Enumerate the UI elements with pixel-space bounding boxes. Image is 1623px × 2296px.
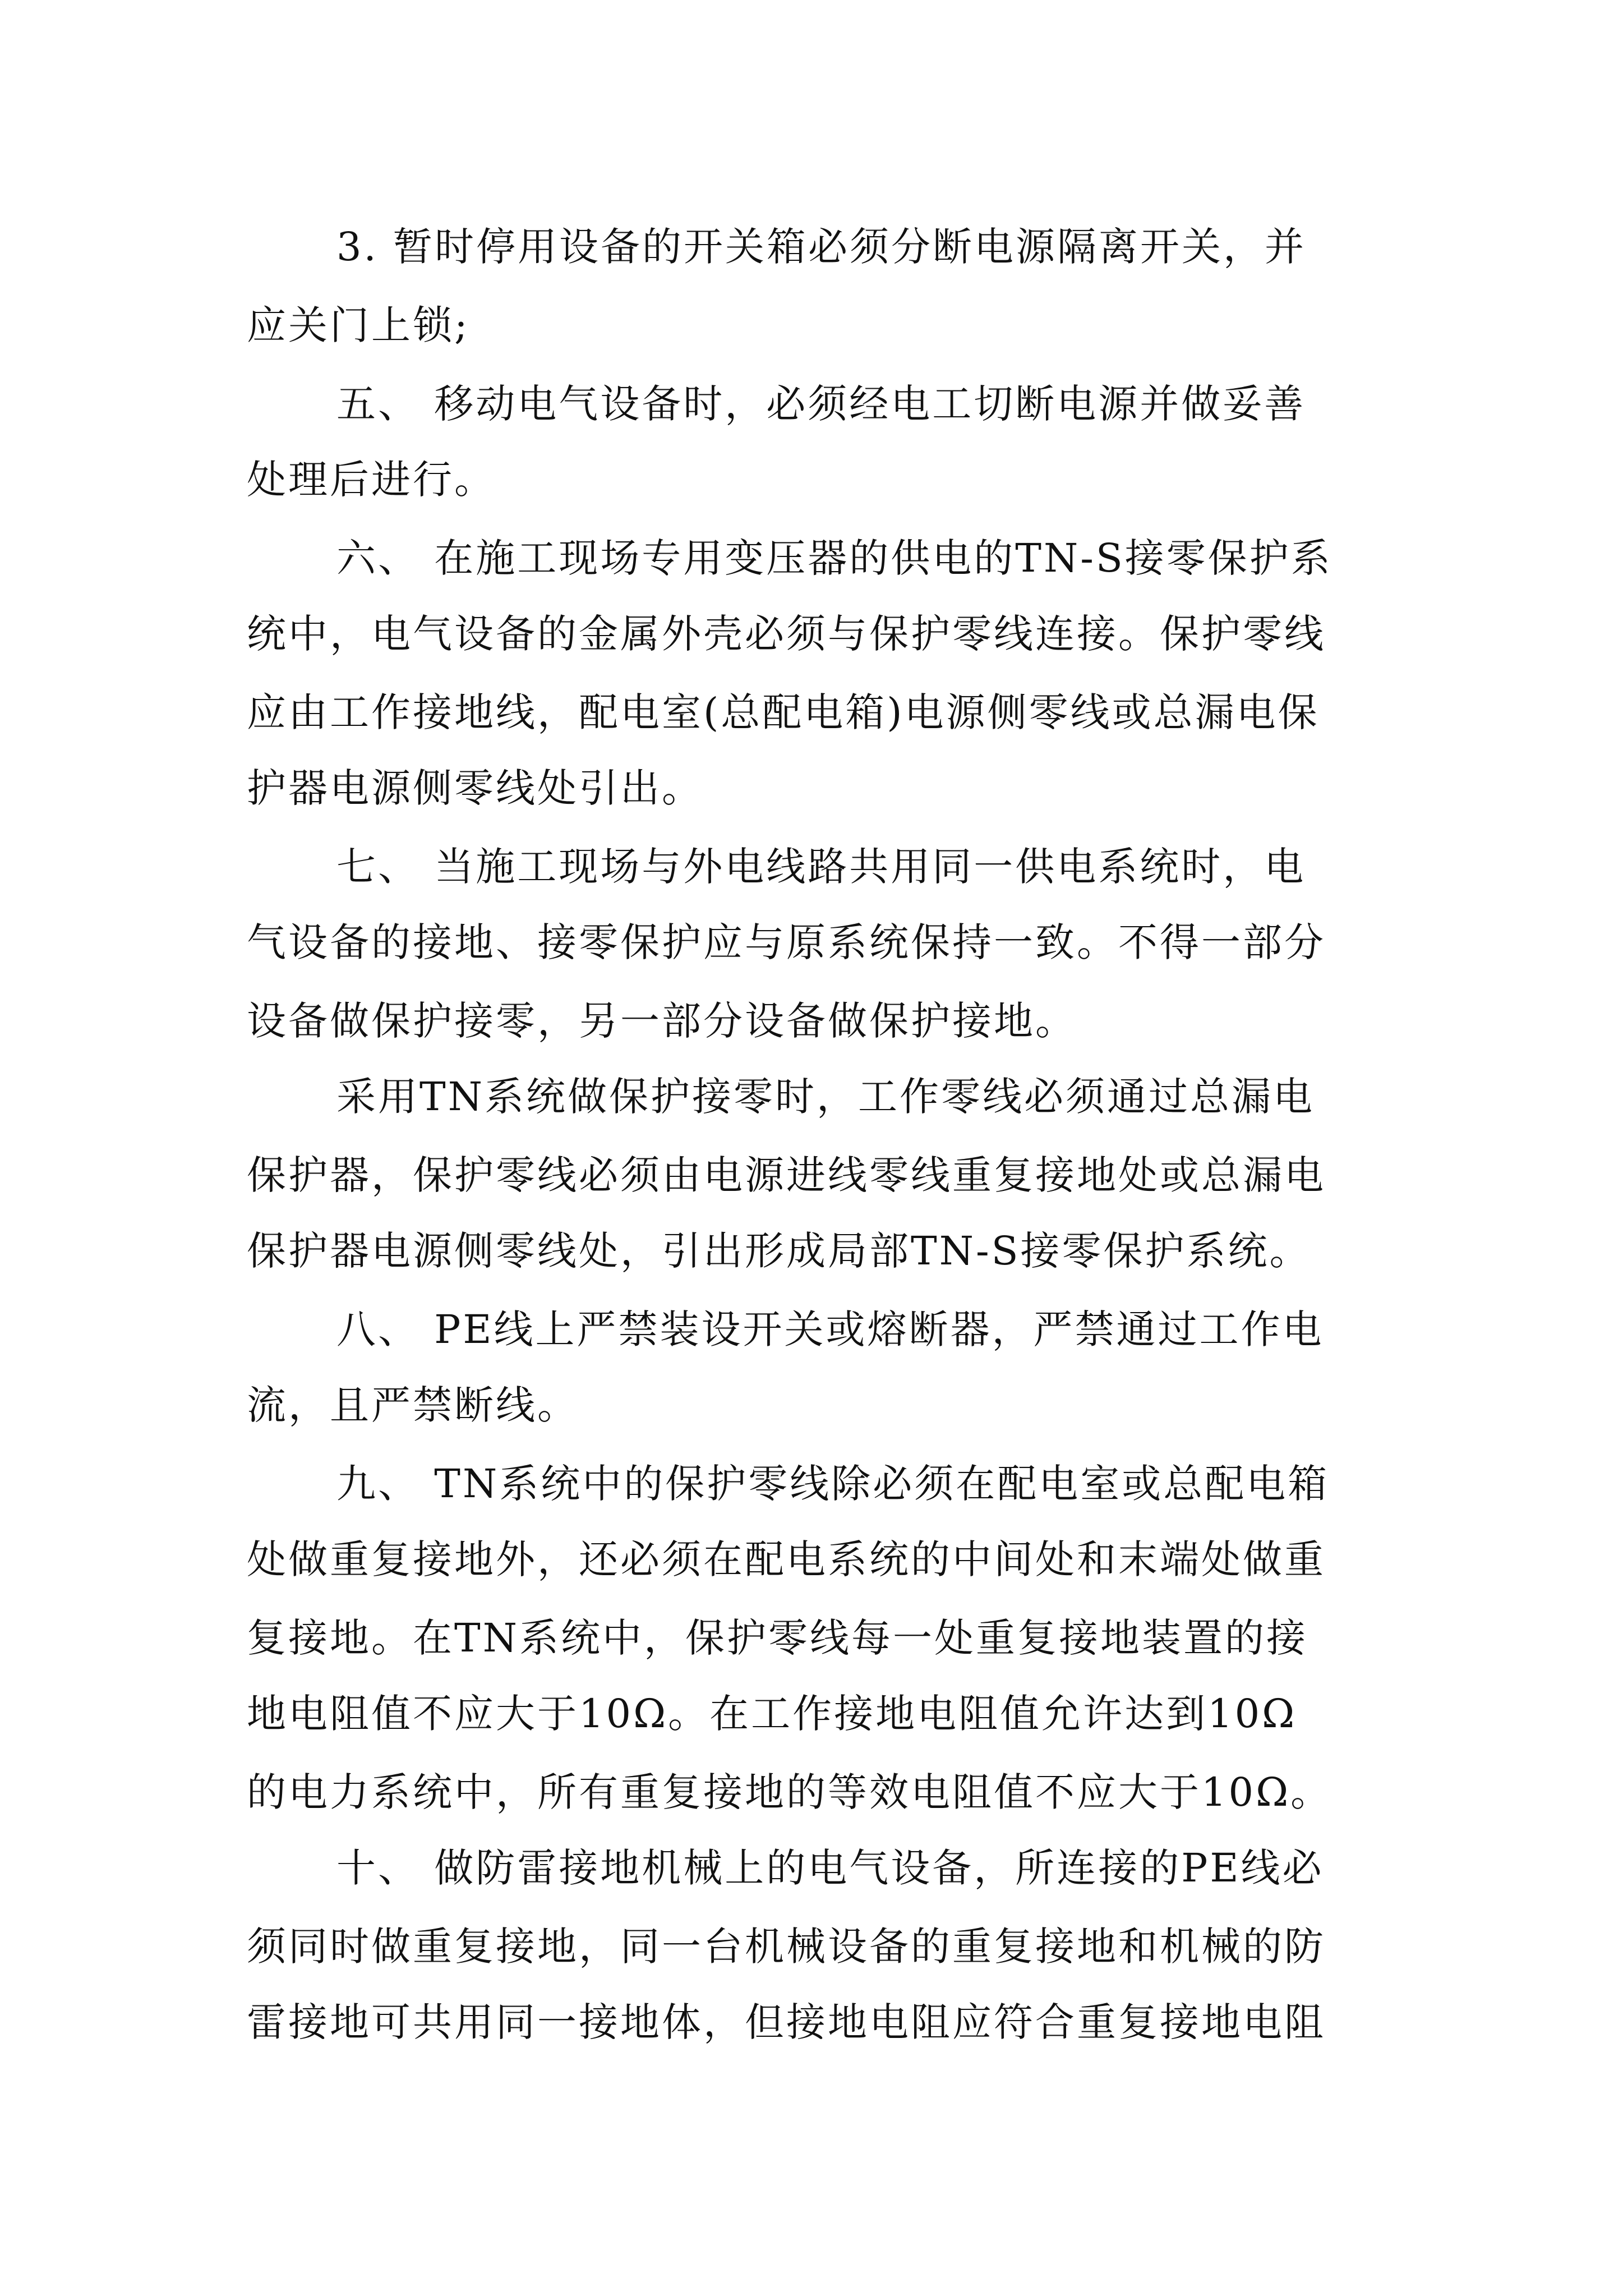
- paragraph-line: 护器电源侧零线处引出。: [247, 765, 703, 811]
- paragraph-line: 七、 当施工现场与外电线路共用同一供电系统时，电: [336, 844, 1306, 890]
- paragraph-line: 九、 TN系统中的保护零线除必须在配电室或总配电箱: [336, 1461, 1330, 1507]
- paragraph-line: 3. 暂时停用设备的开关箱必须分断电源隔离开关，并: [336, 224, 1307, 270]
- paragraph-line: 设备做保护接零，另一部分设备做保护接地。: [247, 998, 1077, 1044]
- paragraph-line: 须同时做重复接地，同一台机械设备的重复接地和机械的防: [247, 1924, 1326, 1970]
- paragraph-line: 的电力系统中，所有重复接地的等效电阻值不应大于10Ω。: [247, 1769, 1332, 1815]
- paragraph-line: 气设备的接地、接零保护应与原系统保持一致。不得一部分: [247, 919, 1326, 965]
- paragraph-line: 处做重复接地外，还必须在配电系统的中间处和末端处做重: [247, 1536, 1326, 1582]
- paragraph-line: 雷接地可共用同一接地体，但接地电阻应符合重复接地电阻: [247, 1999, 1326, 2045]
- paragraph-line: 处理后进行。: [247, 457, 496, 503]
- paragraph-line: 复接地。在TN系统中，保护零线每一处重复接地装置的接: [247, 1615, 1308, 1661]
- paragraph-line: 八、 PE线上严禁装设开关或熔断器，严禁通过工作电: [336, 1306, 1324, 1352]
- paragraph-line: 应由工作接地线，配电室(总配电箱)电源侧零线或总漏电保: [247, 689, 1320, 735]
- paragraph-line: 地电阻值不应大于10Ω。在工作接地电阻值允许达到10Ω: [247, 1691, 1297, 1737]
- paragraph-line: 六、 在施工现场专用变压器的供电的TN-S接零保护系: [336, 535, 1332, 581]
- paragraph-line: 保护器，保护零线必须由电源进线零线重复接地处或总漏电: [247, 1152, 1326, 1198]
- paragraph-line: 采用TN系统做保护接零时，工作零线必须通过总漏电: [336, 1074, 1315, 1120]
- paragraph-line: 统中，电气设备的金属外壳必须与保护零线连接。保护零线: [247, 611, 1326, 657]
- paragraph-line: 五、 移动电气设备时，必须经电工切断电源并做妥善: [336, 381, 1306, 427]
- paragraph-line: 应关门上锁;: [247, 302, 470, 348]
- paragraph-line: 保护器电源侧零线处，引出形成局部TN-S接零保护系统。: [247, 1228, 1311, 1274]
- paragraph-line: 流，且严禁断线。: [247, 1382, 579, 1428]
- paragraph-line: 十、 做防雷接地机械上的电气设备，所连接的PE线必: [336, 1845, 1324, 1891]
